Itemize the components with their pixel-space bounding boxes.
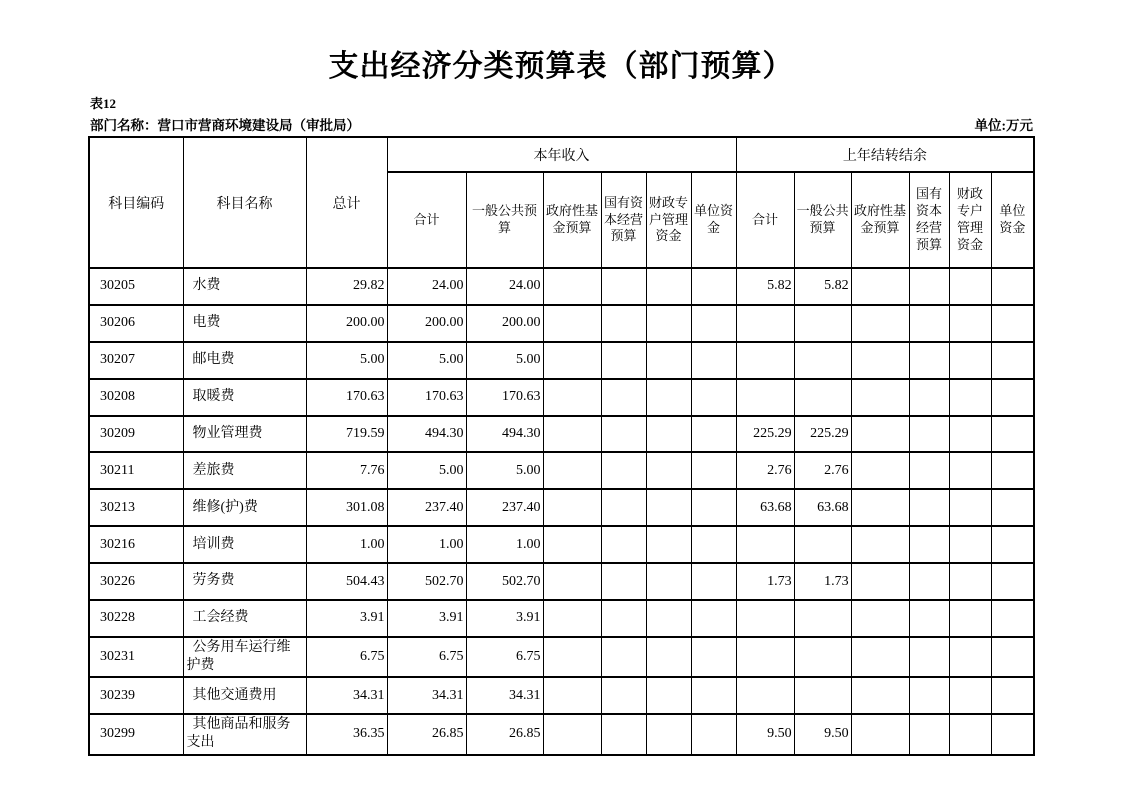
value-cell-cy-fiscal-account: [646, 379, 691, 416]
value-cell-py-state-capital: [909, 305, 949, 342]
value-cell-py-fiscal-account: [949, 526, 991, 563]
value-cell-cy-state-capital: [601, 563, 646, 600]
value-cell-py-fiscal-account: [949, 637, 991, 677]
col-group-prior-year-carryover: 上年结转结余: [736, 137, 1034, 172]
value-cell-cy-general-public: 24.00: [466, 268, 543, 305]
value-cell-cy-total: 34.31: [387, 677, 466, 714]
subject-name-cell: 物业管理费: [183, 416, 306, 453]
department-name-label: 部门名称：营口市营商环境建设局（审批局）: [90, 118, 360, 133]
subheader-carryover-1: 一般公共预算: [794, 172, 851, 268]
value-cell-py-gov-fund: [851, 677, 909, 714]
value-cell-py-total: [736, 526, 794, 563]
subject-code-cell: 30226: [89, 563, 183, 600]
value-cell-py-gov-fund: [851, 489, 909, 526]
value-cell-cy-fiscal-account: [646, 489, 691, 526]
value-cell-cy-unit-fund: [691, 600, 736, 637]
value-cell-cy-gov-fund: [543, 379, 601, 416]
value-cell-cy-total: 5.00: [387, 342, 466, 379]
subheader-current-4: 财政专户管理资金: [646, 172, 691, 268]
value-cell-py-fiscal-account: [949, 600, 991, 637]
value-cell-cy-fiscal-account: [646, 342, 691, 379]
value-cell-py-total: [736, 637, 794, 677]
value-cell-py-state-capital: [909, 379, 949, 416]
subject-code-cell: 30231: [89, 637, 183, 677]
value-cell-py-unit-fund: [991, 379, 1034, 416]
value-cell-py-unit-fund: [991, 526, 1034, 563]
value-cell-cy-unit-fund: [691, 379, 736, 416]
value-cell-cy-fiscal-account: [646, 305, 691, 342]
value-cell-cy-unit-fund: [691, 489, 736, 526]
value-cell-cy-gov-fund: [543, 677, 601, 714]
subject-code-cell: 30228: [89, 600, 183, 637]
value-cell-total: 504.43: [306, 563, 387, 600]
value-cell-cy-state-capital: [601, 379, 646, 416]
budget-table: [88, 136, 1035, 756]
value-cell-total: 7.76: [306, 452, 387, 489]
value-cell-cy-gov-fund: [543, 452, 601, 489]
subheader-carryover-2: 政府性基金预算: [851, 172, 909, 268]
value-cell-py-total: 2.76: [736, 452, 794, 489]
value-cell-py-state-capital: [909, 677, 949, 714]
subject-name-cell: 差旅费: [183, 452, 306, 489]
value-cell-cy-fiscal-account: [646, 600, 691, 637]
value-cell-py-fiscal-account: [949, 416, 991, 453]
value-cell-cy-state-capital: [601, 637, 646, 677]
subheader-carryover-0: 合计: [736, 172, 794, 268]
value-cell-cy-gov-fund: [543, 416, 601, 453]
value-cell-total: 5.00: [306, 342, 387, 379]
subheader-current-0: 合计: [387, 172, 466, 268]
value-cell-cy-unit-fund: [691, 526, 736, 563]
value-cell-cy-state-capital: [601, 489, 646, 526]
value-cell-py-unit-fund: [991, 342, 1034, 379]
value-cell-py-gov-fund: [851, 416, 909, 453]
value-cell-total: 1.00: [306, 526, 387, 563]
subject-code-cell: 30205: [89, 268, 183, 305]
subject-name-cell: 维修(护)费: [183, 489, 306, 526]
table-row: [89, 305, 1034, 342]
table-row: [89, 268, 1034, 305]
value-cell-py-fiscal-account: [949, 452, 991, 489]
value-cell-py-fiscal-account: [949, 379, 991, 416]
subject-name-cell: 取暖费: [183, 379, 306, 416]
subject-name-cell: 其他商品和服务支出: [183, 714, 306, 754]
subject-code-cell: 30211: [89, 452, 183, 489]
page-title: 支出经济分类预算表（部门预算）: [328, 50, 794, 83]
value-cell-py-fiscal-account: [949, 489, 991, 526]
value-cell-cy-fiscal-account: [646, 714, 691, 754]
value-cell-cy-unit-fund: [691, 637, 736, 677]
subject-name-cell: 公务用车运行维护费: [183, 637, 306, 677]
value-cell-py-state-capital: [909, 268, 949, 305]
table-row: [89, 600, 1034, 637]
value-cell-total: 200.00: [306, 305, 387, 342]
value-cell-cy-unit-fund: [691, 452, 736, 489]
value-cell-py-state-capital: [909, 416, 949, 453]
value-cell-cy-total: 237.40: [387, 489, 466, 526]
value-cell-cy-fiscal-account: [646, 526, 691, 563]
value-cell-py-total: [736, 305, 794, 342]
value-cell-py-general-public: [794, 379, 851, 416]
value-cell-py-total: [736, 600, 794, 637]
value-cell-cy-state-capital: [601, 600, 646, 637]
subject-name-cell: 电费: [183, 305, 306, 342]
table-number-label: 表12: [90, 96, 117, 111]
col-header-subject-code: 科目编码: [89, 137, 183, 268]
value-cell-cy-unit-fund: [691, 416, 736, 453]
subject-code-cell: 30206: [89, 305, 183, 342]
value-cell-py-state-capital: [909, 526, 949, 563]
value-cell-cy-fiscal-account: [646, 416, 691, 453]
value-cell-py-gov-fund: [851, 600, 909, 637]
value-cell-py-unit-fund: [991, 416, 1034, 453]
value-cell-cy-unit-fund: [691, 563, 736, 600]
value-cell-py-gov-fund: [851, 526, 909, 563]
value-cell-cy-gov-fund: [543, 305, 601, 342]
value-cell-cy-gov-fund: [543, 637, 601, 677]
value-cell-py-general-public: 9.50: [794, 714, 851, 754]
value-cell-total: 6.75: [306, 637, 387, 677]
col-header-total: 总计: [306, 137, 387, 268]
subheader-carryover-4: 财政专户管理资金: [949, 172, 991, 268]
value-cell-cy-gov-fund: [543, 268, 601, 305]
value-cell-cy-gov-fund: [543, 600, 601, 637]
value-cell-py-total: [736, 342, 794, 379]
value-cell-total: 36.35: [306, 714, 387, 754]
value-cell-py-unit-fund: [991, 637, 1034, 677]
value-cell-py-unit-fund: [991, 714, 1034, 754]
subheader-current-5: 单位资金: [691, 172, 736, 268]
value-cell-cy-state-capital: [601, 305, 646, 342]
value-cell-py-general-public: 5.82: [794, 268, 851, 305]
value-cell-py-gov-fund: [851, 268, 909, 305]
value-cell-py-gov-fund: [851, 342, 909, 379]
subject-code-cell: 30299: [89, 714, 183, 754]
value-cell-py-general-public: [794, 600, 851, 637]
subheader-current-1: 一般公共预算: [466, 172, 543, 268]
value-cell-py-unit-fund: [991, 489, 1034, 526]
value-cell-py-fiscal-account: [949, 677, 991, 714]
subheader-current-3: 国有资本经营预算: [601, 172, 646, 268]
value-cell-cy-gov-fund: [543, 714, 601, 754]
value-cell-py-general-public: 63.68: [794, 489, 851, 526]
value-cell-cy-total: 6.75: [387, 637, 466, 677]
value-cell-cy-total: 494.30: [387, 416, 466, 453]
table-row: [89, 489, 1034, 526]
value-cell-cy-unit-fund: [691, 305, 736, 342]
subject-code-cell: 30207: [89, 342, 183, 379]
table-row: [89, 637, 1034, 677]
value-cell-py-total: 1.73: [736, 563, 794, 600]
value-cell-cy-total: 1.00: [387, 526, 466, 563]
value-cell-cy-state-capital: [601, 342, 646, 379]
value-cell-cy-general-public: 170.63: [466, 379, 543, 416]
value-cell-cy-general-public: 6.75: [466, 637, 543, 677]
value-cell-py-gov-fund: [851, 563, 909, 600]
value-cell-cy-gov-fund: [543, 489, 601, 526]
table-row: [89, 526, 1034, 563]
subheader-carryover-3: 国有资本经营预算: [909, 172, 949, 268]
value-cell-total: 301.08: [306, 489, 387, 526]
unit-label: 单位:万元: [974, 118, 1033, 133]
value-cell-py-unit-fund: [991, 563, 1034, 600]
value-cell-py-fiscal-account: [949, 342, 991, 379]
subject-code-cell: 30209: [89, 416, 183, 453]
value-cell-py-fiscal-account: [949, 268, 991, 305]
value-cell-cy-general-public: 26.85: [466, 714, 543, 754]
table-row: [89, 342, 1034, 379]
value-cell-cy-state-capital: [601, 714, 646, 754]
table-row: [89, 379, 1034, 416]
value-cell-py-total: 63.68: [736, 489, 794, 526]
value-cell-cy-gov-fund: [543, 563, 601, 600]
table-meta-row: [90, 114, 1033, 134]
subject-code-cell: 30239: [89, 677, 183, 714]
col-group-current-year-income: 本年收入: [387, 137, 736, 172]
value-cell-cy-fiscal-account: [646, 677, 691, 714]
value-cell-cy-general-public: 1.00: [466, 526, 543, 563]
value-cell-cy-total: 200.00: [387, 305, 466, 342]
value-cell-cy-general-public: 5.00: [466, 342, 543, 379]
subject-name-cell: 劳务费: [183, 563, 306, 600]
value-cell-cy-fiscal-account: [646, 452, 691, 489]
value-cell-cy-unit-fund: [691, 268, 736, 305]
value-cell-cy-state-capital: [601, 268, 646, 305]
value-cell-py-total: 5.82: [736, 268, 794, 305]
table-row: [89, 452, 1034, 489]
subject-name-cell: 其他交通费用: [183, 677, 306, 714]
value-cell-py-unit-fund: [991, 677, 1034, 714]
value-cell-py-general-public: 2.76: [794, 452, 851, 489]
value-cell-py-unit-fund: [991, 305, 1034, 342]
value-cell-cy-state-capital: [601, 677, 646, 714]
subject-name-cell: 邮电费: [183, 342, 306, 379]
value-cell-py-total: [736, 379, 794, 416]
value-cell-py-gov-fund: [851, 379, 909, 416]
value-cell-py-general-public: 1.73: [794, 563, 851, 600]
value-cell-total: 3.91: [306, 600, 387, 637]
value-cell-cy-general-public: 237.40: [466, 489, 543, 526]
subject-code-cell: 30216: [89, 526, 183, 563]
value-cell-cy-total: 26.85: [387, 714, 466, 754]
value-cell-cy-general-public: 3.91: [466, 600, 543, 637]
value-cell-cy-total: 24.00: [387, 268, 466, 305]
value-cell-py-total: 9.50: [736, 714, 794, 754]
value-cell-py-general-public: [794, 677, 851, 714]
subject-code-cell: 30208: [89, 379, 183, 416]
value-cell-py-state-capital: [909, 342, 949, 379]
value-cell-total: 34.31: [306, 677, 387, 714]
value-cell-cy-state-capital: [601, 526, 646, 563]
value-cell-cy-general-public: 34.31: [466, 677, 543, 714]
value-cell-cy-unit-fund: [691, 342, 736, 379]
value-cell-py-unit-fund: [991, 600, 1034, 637]
value-cell-cy-total: 3.91: [387, 600, 466, 637]
subheader-carryover-5: 单位资金: [991, 172, 1034, 268]
value-cell-py-general-public: [794, 637, 851, 677]
value-cell-py-state-capital: [909, 452, 949, 489]
value-cell-cy-gov-fund: [543, 342, 601, 379]
value-cell-cy-gov-fund: [543, 526, 601, 563]
value-cell-cy-fiscal-account: [646, 268, 691, 305]
subject-code-cell: 30213: [89, 489, 183, 526]
subject-name-cell: 培训费: [183, 526, 306, 563]
value-cell-cy-state-capital: [601, 416, 646, 453]
subject-name-cell: 工会经费: [183, 600, 306, 637]
subject-name-cell: 水费: [183, 268, 306, 305]
value-cell-py-fiscal-account: [949, 714, 991, 754]
value-cell-py-fiscal-account: [949, 305, 991, 342]
value-cell-cy-general-public: 494.30: [466, 416, 543, 453]
value-cell-py-unit-fund: [991, 268, 1034, 305]
value-cell-cy-general-public: 502.70: [466, 563, 543, 600]
value-cell-py-general-public: 225.29: [794, 416, 851, 453]
header-row-groups: [89, 137, 1034, 172]
value-cell-py-state-capital: [909, 489, 949, 526]
table-row: [89, 677, 1034, 714]
value-cell-cy-general-public: 200.00: [466, 305, 543, 342]
value-cell-py-general-public: [794, 526, 851, 563]
value-cell-cy-state-capital: [601, 452, 646, 489]
value-cell-py-unit-fund: [991, 452, 1034, 489]
value-cell-cy-unit-fund: [691, 714, 736, 754]
value-cell-py-gov-fund: [851, 637, 909, 677]
value-cell-py-fiscal-account: [949, 563, 991, 600]
value-cell-py-state-capital: [909, 600, 949, 637]
value-cell-py-state-capital: [909, 637, 949, 677]
value-cell-cy-total: 5.00: [387, 452, 466, 489]
value-cell-total: 170.63: [306, 379, 387, 416]
col-header-subject-name: 科目名称: [183, 137, 306, 268]
value-cell-py-total: 225.29: [736, 416, 794, 453]
table-row: [89, 416, 1034, 453]
subheader-current-2: 政府性基金预算: [543, 172, 601, 268]
value-cell-py-gov-fund: [851, 305, 909, 342]
value-cell-cy-fiscal-account: [646, 563, 691, 600]
value-cell-cy-total: 170.63: [387, 379, 466, 416]
value-cell-py-total: [736, 677, 794, 714]
table-row: [89, 714, 1034, 754]
value-cell-py-state-capital: [909, 563, 949, 600]
value-cell-py-gov-fund: [851, 452, 909, 489]
value-cell-cy-fiscal-account: [646, 637, 691, 677]
value-cell-py-general-public: [794, 305, 851, 342]
value-cell-cy-unit-fund: [691, 677, 736, 714]
value-cell-py-general-public: [794, 342, 851, 379]
value-cell-cy-total: 502.70: [387, 563, 466, 600]
table-row: [89, 563, 1034, 600]
value-cell-py-gov-fund: [851, 714, 909, 754]
value-cell-total: 719.59: [306, 416, 387, 453]
value-cell-py-state-capital: [909, 714, 949, 754]
value-cell-total: 29.82: [306, 268, 387, 305]
value-cell-cy-general-public: 5.00: [466, 452, 543, 489]
